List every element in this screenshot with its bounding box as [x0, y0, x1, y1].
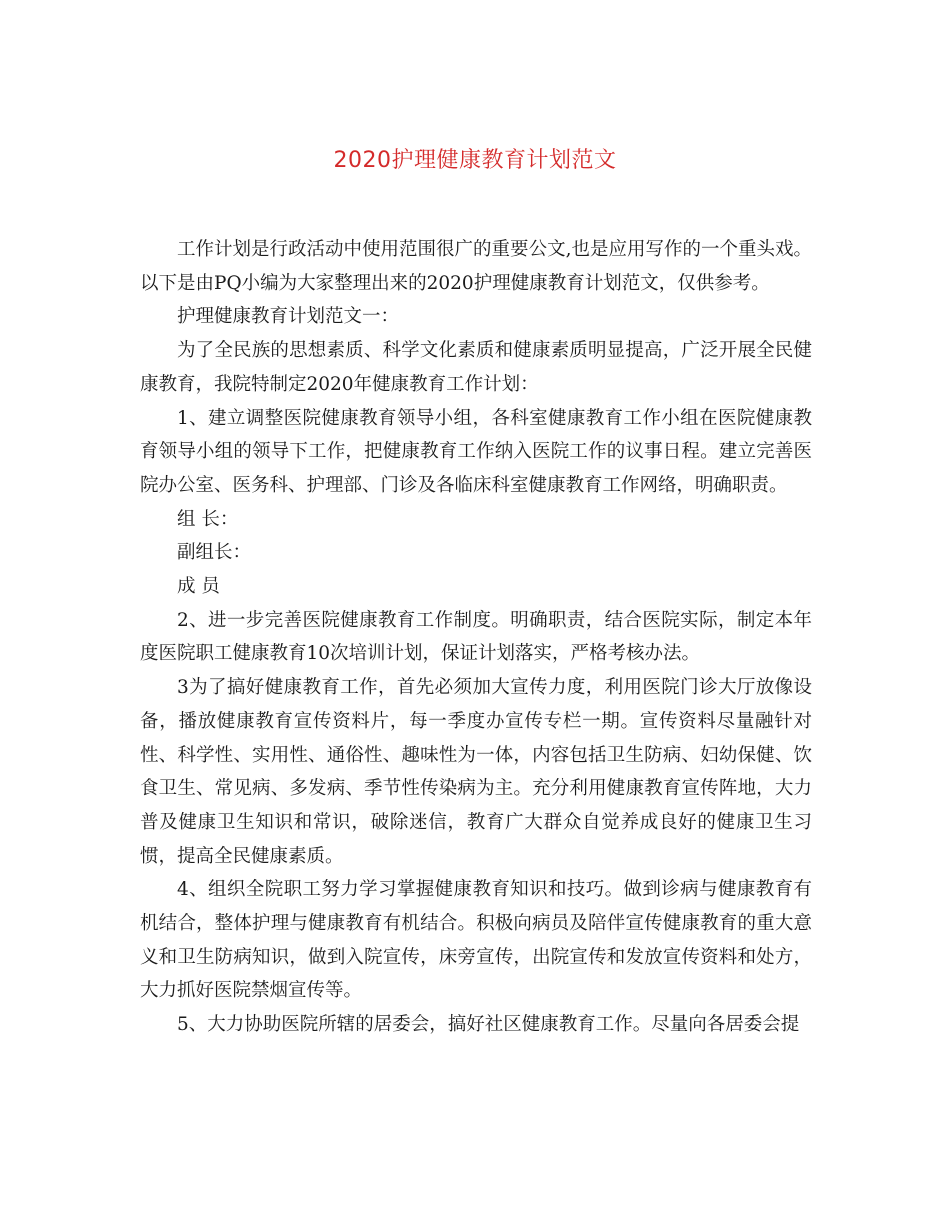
document-body: [140, 233, 812, 1042]
paragraph-members: 成 员: [177, 576, 220, 598]
paragraph-item-4: 4、组织全院职工努力学习掌握健康教育知识和技巧。做到诊病与健康教育有机结合，整体护理与健康教育有机结合。积极向病员及陪伴宣传健康教育的重大意义和卫生防病知识，做到入院宣传，床旁宣传，出院宣传和发放宣传资料和处方，大力抓好医院禁烟宣传等。: [140, 879, 812, 1002]
paragraph-section-heading: 护理健康教育计划范文一：: [177, 306, 400, 328]
paragraph-deputy-leader: 副组长：: [177, 542, 252, 564]
paragraph-item-5: 5、大力协助医院所辖的居委会，搞好社区健康教育工作。尽量向各居委会提: [177, 1014, 800, 1036]
paragraph-leader: 组 长：: [177, 508, 239, 530]
paragraph-purpose: 为了全民族的思想素质、科学文化素质和健康素质明显提高，广泛开展全民健康教育，我院特制定2020年健康教育工作计划：: [140, 340, 812, 395]
document-title: 2020护理健康教育计划范文: [333, 148, 617, 173]
paragraph-item-3: 3为了搞好健康教育工作，首先必须加大宣传力度，利用医院门诊大厅放像设备，播放健康教育宣传资料片，每一季度办宣传专栏一期。宣传资料尽量融针对性、科学性、实用性、通俗性、趣味性为一体，内容包括卫生防病、妇幼保健、饮食卫生、常见病、多发病、季节性传染病为主。充分利用健康教育宣传阵地，大力普及健康卫生知识和常识，破除迷信，教育广大群众自觉养成良好的健康卫生习惯，提高全民健康素质。: [140, 677, 812, 867]
paragraph-item-1: 1、建立调整医院健康教育领导小组，各科室健康教育工作小组在医院健康教育领导小组的领导下工作，把健康教育工作纳入医院工作的议事日程。建立完善医院办公室、医务科、护理部、门诊及各临床科室健康教育工作网络，明确职责。: [140, 407, 812, 496]
paragraph-item-2: 2、进一步完善医院健康教育工作制度。明确职责，结合医院实际，制定本年度医院职工健康教育10次培训计划，保证计划落实，严格考核办法。: [140, 609, 812, 665]
paragraph-intro: 工作计划是行政活动中使用范围很广的重要公文,也是应用写作的一个重头戏。以下是由PQ小编为大家整理出来的2020护理健康教育计划范文，仅供参考。: [140, 239, 812, 294]
